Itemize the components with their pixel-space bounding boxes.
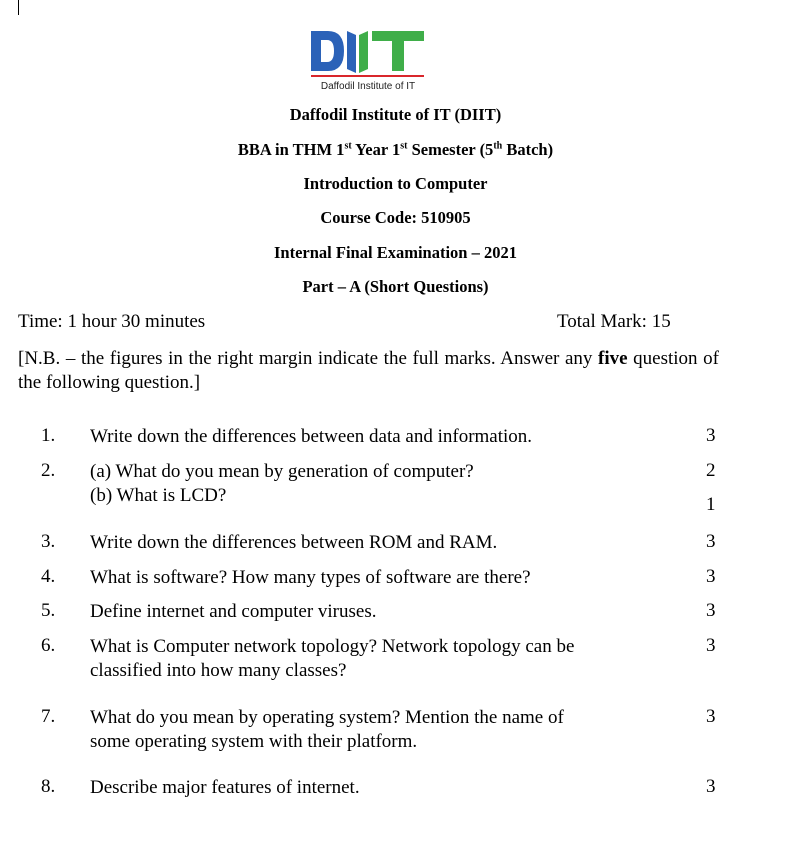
- question-mark: 3: [706, 531, 716, 552]
- question-mark: 1: [706, 494, 716, 515]
- nb-note: [N.B. – the figures in the right margin indicate the full marks. Answer any five question of the following question.]: [18, 348, 719, 393]
- question-text: [90, 425, 650, 449]
- question-line: What is Computer network topology? Network topology can be: [90, 636, 575, 657]
- question-line: Describe major features of internet.: [90, 777, 360, 798]
- question-line: Write down the differences between data and information.: [90, 426, 533, 447]
- question-mark: 3: [706, 706, 716, 727]
- diit-logo: [310, 29, 426, 93]
- diit-logo-mark: [310, 29, 426, 77]
- question-number: 7.: [41, 706, 56, 727]
- question-number: 3.: [41, 531, 56, 552]
- question-number: 2.: [41, 460, 56, 481]
- question-text: [90, 706, 650, 754]
- time-allowed: Time: 1 hour 30 minutes: [18, 311, 206, 332]
- question-number: 6.: [41, 635, 56, 656]
- question-mark: 3: [706, 635, 716, 656]
- question-text: [90, 776, 650, 800]
- question-number: 1.: [41, 425, 56, 446]
- question-line: (b) What is LCD?: [90, 485, 227, 506]
- text-cursor: [18, 0, 19, 15]
- question-text: [90, 566, 650, 590]
- question-line: What do you mean by operating system? Mention the name of: [90, 707, 564, 728]
- institute-name: Daffodil Institute of IT (DIIT): [289, 105, 502, 124]
- question-text: [90, 531, 650, 555]
- question-text: [90, 600, 650, 624]
- course-title: Introduction to Computer: [303, 174, 488, 193]
- question-line: What is software? How many types of software are there?: [90, 567, 531, 588]
- question-line: (a) What do you mean by generation of computer?: [90, 461, 474, 482]
- exam-title: Internal Final Examination – 2021: [274, 243, 517, 262]
- logo-subtitle: Daffodil Institute of IT: [320, 81, 416, 92]
- question-line: some operating system with their platform.: [90, 731, 418, 752]
- question-line: classified into how many classes?: [90, 660, 347, 681]
- question-text: [90, 635, 650, 683]
- question-mark: 3: [706, 776, 716, 797]
- total-mark: Total Mark: 15: [557, 311, 671, 332]
- question-mark: 3: [706, 600, 716, 621]
- question-mark: 3: [706, 566, 716, 587]
- question-line: Write down the differences between ROM and RAM.: [90, 532, 498, 553]
- question-number: 5.: [41, 600, 56, 621]
- part-title: Part – A (Short Questions): [302, 277, 489, 296]
- question-number: 4.: [41, 566, 56, 587]
- question-number: 8.: [41, 776, 56, 797]
- question-mark: 3: [706, 425, 716, 446]
- question-text: [90, 460, 650, 508]
- question-mark: 2: [706, 460, 716, 481]
- question-line: Define internet and computer viruses.: [90, 601, 377, 622]
- program-line: BBA in THM 1st Year 1st Semester (5th Batch): [237, 140, 554, 159]
- course-code: Course Code: 510905: [320, 208, 471, 227]
